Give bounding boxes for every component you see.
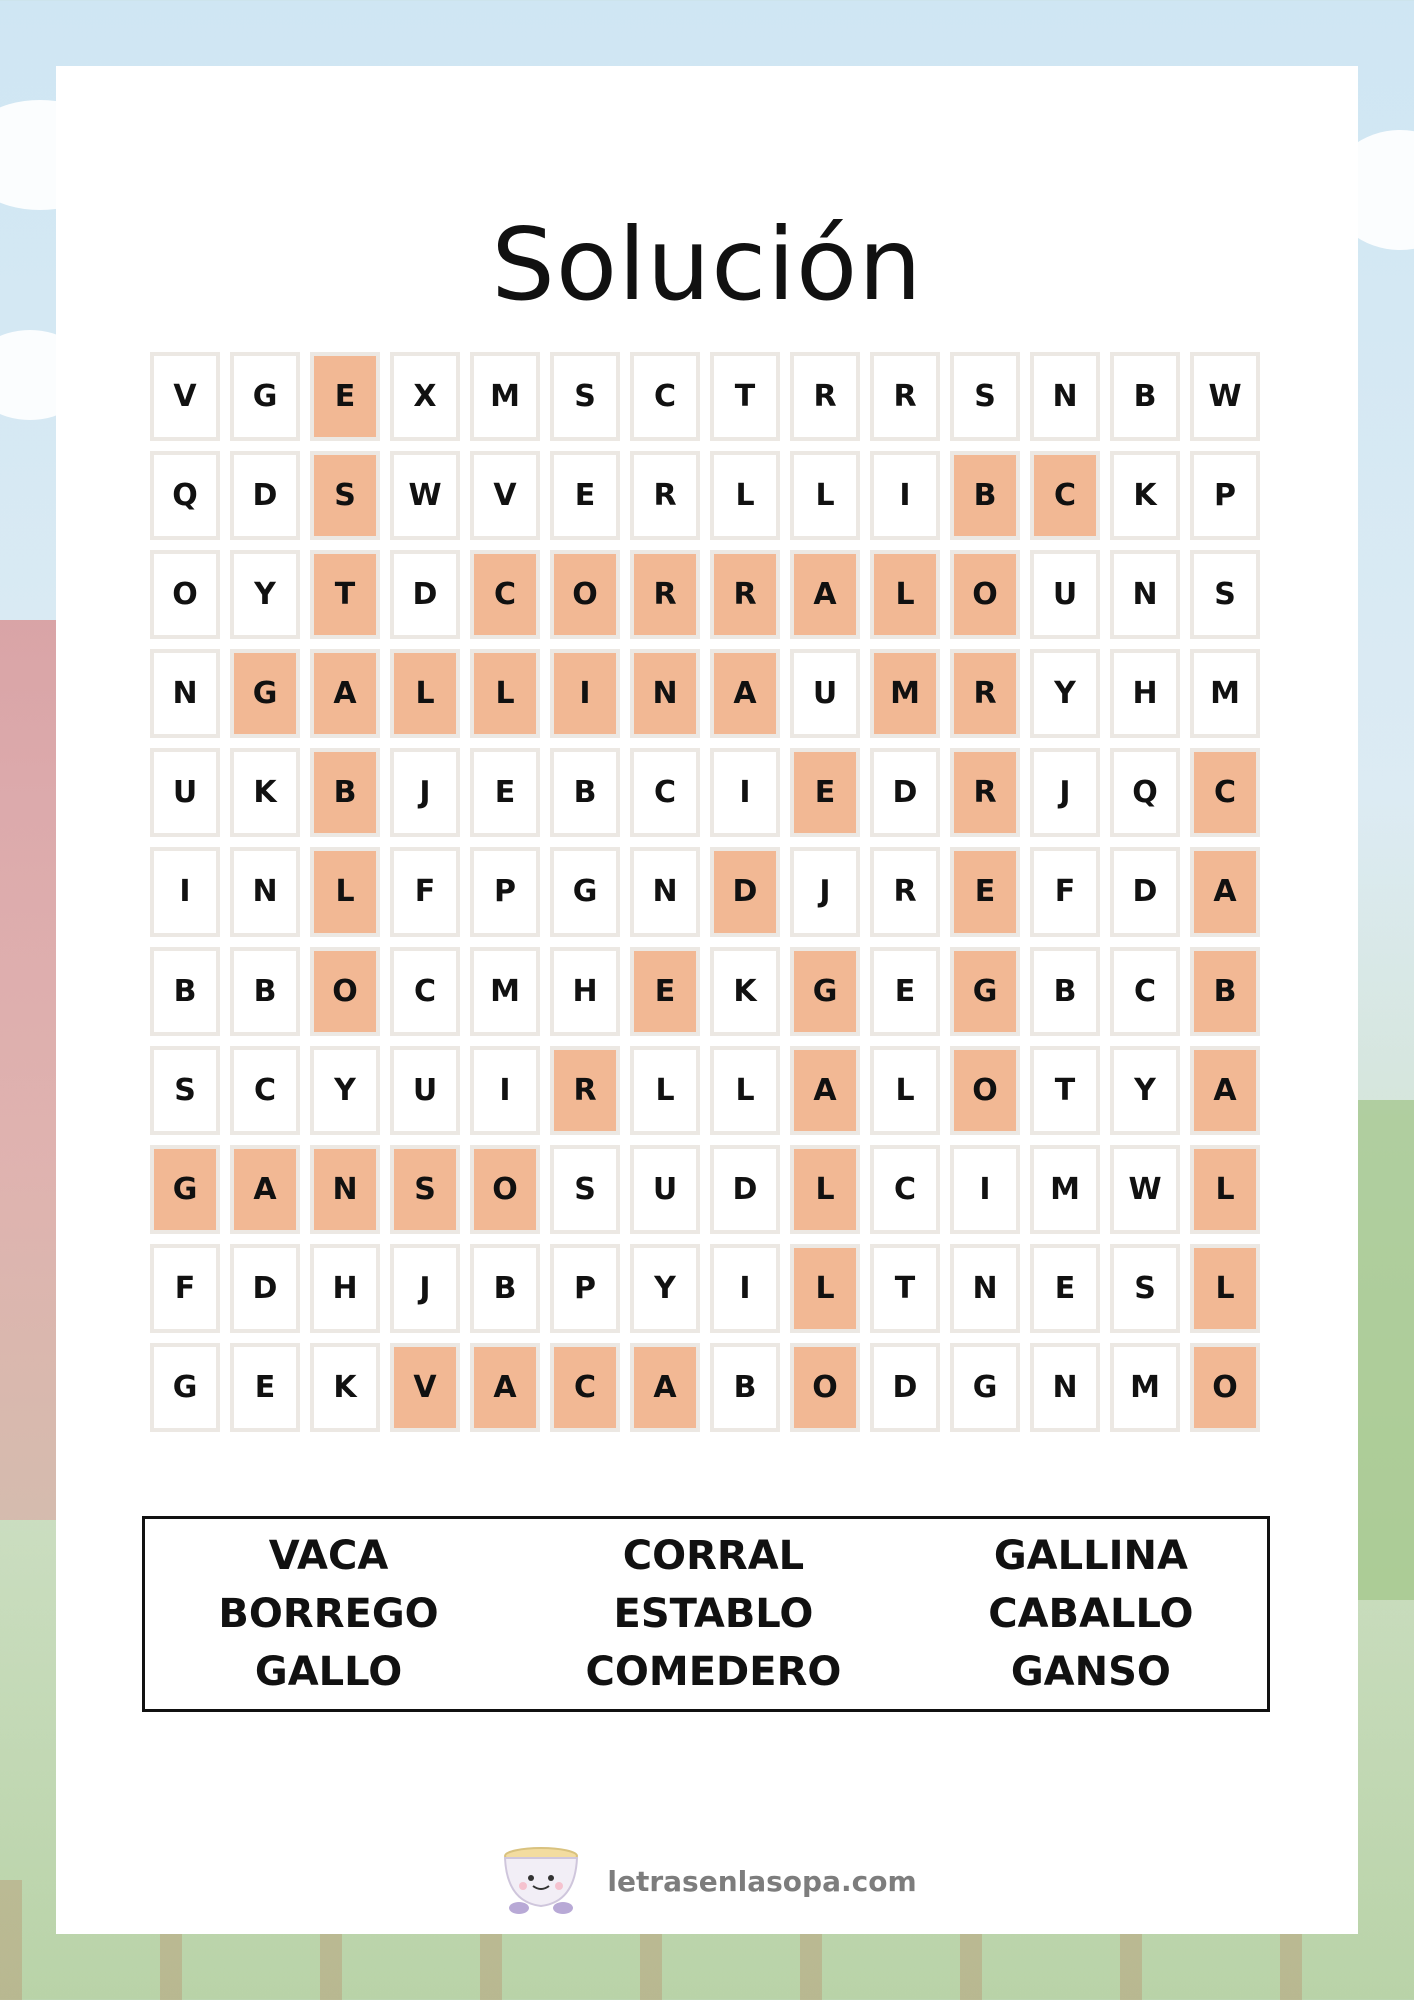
word-item: GANSO xyxy=(1010,1649,1171,1695)
word-item: BORREGO xyxy=(218,1591,439,1637)
grid-cell: D xyxy=(230,451,300,540)
grid-cell: M xyxy=(470,947,540,1036)
grid-cell: M xyxy=(1190,649,1260,738)
grid-cell: T xyxy=(710,352,780,441)
grid-cell: S xyxy=(150,1046,220,1135)
grid-cell: N xyxy=(1030,352,1100,441)
grid-cell: C xyxy=(470,550,540,639)
grid-cell: V xyxy=(150,352,220,441)
grid-cell: D xyxy=(710,847,780,936)
grid-cell: U xyxy=(390,1046,460,1135)
grid-cell: W xyxy=(1110,1145,1180,1234)
grid-cell: U xyxy=(630,1145,700,1234)
grid-cell: L xyxy=(630,1046,700,1135)
word-item: VACA xyxy=(268,1533,389,1579)
grid-cell: N xyxy=(230,847,300,936)
grid-cell: W xyxy=(1190,352,1260,441)
grid-cell: R xyxy=(950,649,1020,738)
grid-cell: D xyxy=(230,1244,300,1333)
grid-cell: N xyxy=(150,649,220,738)
grid-cell: R xyxy=(870,847,940,936)
word-list-box xyxy=(142,1516,1270,1712)
grid-cell: A xyxy=(470,1343,540,1432)
grid-cell: L xyxy=(310,847,380,936)
grid-cell: L xyxy=(470,649,540,738)
background-barn xyxy=(0,620,60,1520)
grid-cell: D xyxy=(390,550,460,639)
grid-cell: C xyxy=(870,1145,940,1234)
grid-cell: T xyxy=(310,550,380,639)
grid-cell: F xyxy=(390,847,460,936)
grid-cell: A xyxy=(790,1046,860,1135)
word-item: ESTABLO xyxy=(613,1591,814,1637)
grid-cell: A xyxy=(710,649,780,738)
grid-cell: N xyxy=(1030,1343,1100,1432)
grid-cell: H xyxy=(550,947,620,1036)
grid-cell: E xyxy=(470,748,540,837)
grid-cell: B xyxy=(230,947,300,1036)
grid-cell: S xyxy=(950,352,1020,441)
grid-cell: P xyxy=(550,1244,620,1333)
grid-cell: Y xyxy=(1110,1046,1180,1135)
grid-cell: F xyxy=(1030,847,1100,936)
grid-cell: V xyxy=(470,451,540,540)
grid-cell: L xyxy=(710,1046,780,1135)
grid-cell: L xyxy=(710,451,780,540)
grid-cell: E xyxy=(790,748,860,837)
footer xyxy=(56,1846,1358,1916)
worksheet xyxy=(56,66,1358,1934)
grid-cell: B xyxy=(710,1343,780,1432)
grid-cell: R xyxy=(630,550,700,639)
grid-cell: I xyxy=(710,1244,780,1333)
grid-cell: N xyxy=(310,1145,380,1234)
grid-cell: T xyxy=(1030,1046,1100,1135)
grid-cell: A xyxy=(790,550,860,639)
background-hill xyxy=(1354,1100,1414,1600)
grid-cell: B xyxy=(310,748,380,837)
grid-cell: O xyxy=(950,550,1020,639)
grid-cell: G xyxy=(950,1343,1020,1432)
grid-cell: B xyxy=(1190,947,1260,1036)
grid-cell: Y xyxy=(1030,649,1100,738)
grid-cell: B xyxy=(470,1244,540,1333)
grid-cell: D xyxy=(870,748,940,837)
grid-cell: B xyxy=(950,451,1020,540)
grid-cell: Y xyxy=(630,1244,700,1333)
grid-cell: J xyxy=(390,1244,460,1333)
grid-cell: K xyxy=(310,1343,380,1432)
grid-cell: S xyxy=(550,1145,620,1234)
grid-cell: N xyxy=(630,847,700,936)
grid-cell: Q xyxy=(150,451,220,540)
grid-cell: O xyxy=(150,550,220,639)
grid-cell: J xyxy=(790,847,860,936)
word-item: CORRAL xyxy=(622,1533,805,1579)
grid-cell: P xyxy=(470,847,540,936)
grid-cell: N xyxy=(630,649,700,738)
word-item: CABALLO xyxy=(988,1591,1194,1637)
grid-cell: I xyxy=(870,451,940,540)
grid-cell: G xyxy=(950,947,1020,1036)
grid-cell: J xyxy=(390,748,460,837)
grid-cell: G xyxy=(550,847,620,936)
grid-cell: Q xyxy=(1110,748,1180,837)
grid-cell: L xyxy=(790,451,860,540)
grid-cell: E xyxy=(310,352,380,441)
grid-cell: I xyxy=(550,649,620,738)
grid-cell: C xyxy=(1110,947,1180,1036)
grid-cell: L xyxy=(790,1244,860,1333)
grid-cell: D xyxy=(710,1145,780,1234)
grid-cell: H xyxy=(1110,649,1180,738)
grid-cell: T xyxy=(870,1244,940,1333)
word-column xyxy=(218,1527,438,1701)
grid-cell: A xyxy=(230,1145,300,1234)
grid-cell: O xyxy=(550,550,620,639)
grid-cell: I xyxy=(150,847,220,936)
grid-cell: A xyxy=(1190,847,1260,936)
grid-cell: S xyxy=(550,352,620,441)
grid-cell: E xyxy=(230,1343,300,1432)
grid-cell: O xyxy=(470,1145,540,1234)
grid-cell: C xyxy=(630,748,700,837)
grid-cell: D xyxy=(870,1343,940,1432)
grid-cell: N xyxy=(1110,550,1180,639)
grid-cell: R xyxy=(950,748,1020,837)
grid-cell: E xyxy=(550,451,620,540)
grid-cell: Y xyxy=(230,550,300,639)
word-column xyxy=(586,1527,842,1701)
grid-cell: D xyxy=(1110,847,1180,936)
grid-cell: C xyxy=(230,1046,300,1135)
grid-cell: N xyxy=(950,1244,1020,1333)
grid-cell: G xyxy=(150,1343,220,1432)
grid-cell: B xyxy=(550,748,620,837)
page-title: Solución xyxy=(491,206,923,323)
grid-cell: O xyxy=(790,1343,860,1432)
grid-cell: I xyxy=(950,1145,1020,1234)
grid-cell: K xyxy=(230,748,300,837)
grid-cell: O xyxy=(950,1046,1020,1135)
grid-cell: J xyxy=(1030,748,1100,837)
grid-cell: S xyxy=(1190,550,1260,639)
soup-bowl-icon xyxy=(497,1846,585,1916)
grid-cell: E xyxy=(630,947,700,1036)
grid-cell: L xyxy=(1190,1145,1260,1234)
grid-cell: B xyxy=(150,947,220,1036)
grid-cell: R xyxy=(710,550,780,639)
grid-cell: F xyxy=(150,1244,220,1333)
grid-cell: S xyxy=(1110,1244,1180,1333)
grid-cell: M xyxy=(470,352,540,441)
grid-cell: R xyxy=(550,1046,620,1135)
site-name: letrasenlasopa.com xyxy=(607,1864,917,1898)
grid-cell: E xyxy=(870,947,940,1036)
grid-cell: M xyxy=(1110,1343,1180,1432)
grid-cell: A xyxy=(1190,1046,1260,1135)
word-item: COMEDERO xyxy=(585,1649,842,1695)
grid-cell: V xyxy=(390,1343,460,1432)
grid-cell: C xyxy=(630,352,700,441)
grid-cell: Y xyxy=(310,1046,380,1135)
grid-cell: M xyxy=(1030,1145,1100,1234)
grid-cell: K xyxy=(1110,451,1180,540)
grid-cell: U xyxy=(790,649,860,738)
grid-cell: S xyxy=(310,451,380,540)
grid-cell: W xyxy=(390,451,460,540)
grid-cell: P xyxy=(1190,451,1260,540)
grid-cell: U xyxy=(150,748,220,837)
grid-cell: B xyxy=(1110,352,1180,441)
grid-cell: X xyxy=(390,352,460,441)
grid-cell: L xyxy=(870,1046,940,1135)
grid-cell: G xyxy=(150,1145,220,1234)
grid-cell: L xyxy=(1190,1244,1260,1333)
grid-cell: I xyxy=(470,1046,540,1135)
grid-cell: L xyxy=(790,1145,860,1234)
grid-cell: R xyxy=(870,352,940,441)
grid-cell: O xyxy=(310,947,380,1036)
grid-cell: A xyxy=(310,649,380,738)
word-search-grid xyxy=(150,352,1260,1432)
grid-cell: G xyxy=(230,352,300,441)
grid-cell: M xyxy=(870,649,940,738)
grid-cell: E xyxy=(1030,1244,1100,1333)
grid-cell: L xyxy=(390,649,460,738)
grid-cell: G xyxy=(230,649,300,738)
grid-cell: R xyxy=(630,451,700,540)
grid-cell: K xyxy=(710,947,780,1036)
grid-cell: C xyxy=(390,947,460,1036)
grid-cell: C xyxy=(1030,451,1100,540)
grid-cell: I xyxy=(710,748,780,837)
word-item: GALLO xyxy=(254,1649,403,1695)
grid-cell: E xyxy=(950,847,1020,936)
grid-cell: O xyxy=(1190,1343,1260,1432)
grid-cell: C xyxy=(550,1343,620,1432)
grid-cell: S xyxy=(390,1145,460,1234)
grid-cell: C xyxy=(1190,748,1260,837)
grid-cell: L xyxy=(870,550,940,639)
grid-cell: G xyxy=(790,947,860,1036)
grid-cell: B xyxy=(1030,947,1100,1036)
grid-cell: U xyxy=(1030,550,1100,639)
grid-cell: H xyxy=(310,1244,380,1333)
word-item: GALLINA xyxy=(993,1533,1188,1579)
grid-cell: R xyxy=(790,352,860,441)
word-column xyxy=(988,1527,1193,1701)
grid-cell: A xyxy=(630,1343,700,1432)
